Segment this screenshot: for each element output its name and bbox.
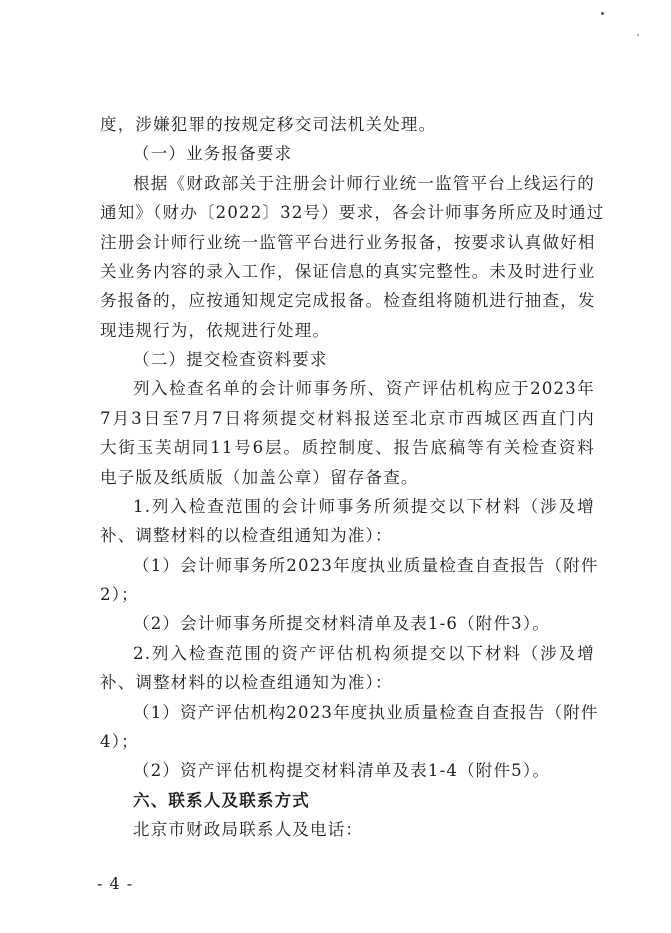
text-line-8: 现违规行为，依规进行处理。	[100, 320, 331, 340]
scan-speck	[601, 12, 604, 15]
text-line-17: 2）；	[100, 585, 139, 604]
text-line-4: 通知》（财办〔2022〕32号）要求，各会计师事务所应及时通过	[100, 203, 605, 223]
text-line-1: 度，涉嫌犯罪的按规定移交司法机关处理。	[100, 115, 437, 134]
page-number: - 4 -	[97, 874, 134, 893]
text-line-16: （1）会计师事务所2023年度执业质量检查自查报告（附件	[133, 555, 599, 575]
section-heading-contacts: 六、联系人及联系方式	[133, 790, 310, 810]
text-line-14: 1.列入检查范围的会计师事务所须提交以下材料（涉及增	[133, 496, 595, 516]
scan-speck	[637, 34, 639, 36]
subheading-submit-materials: （二）提交检查资料要求	[133, 350, 328, 369]
text-line-5: 注册会计师行业统一监管平台进行业务报备，按要求认真做好相	[100, 232, 596, 252]
text-line-19: 2.列入检查范围的资产评估机构须提交以下材料（涉及增	[133, 643, 595, 663]
text-line-21: （1）资产评估机构2023年度执业质量检查自查报告（附件	[133, 702, 599, 722]
text-line-15: 补、调整材料的以检查组通知为准）：	[100, 526, 393, 546]
text-line-20: 补、调整材料的以检查组通知为准）：	[100, 673, 393, 693]
text-line-23: （2）资产评估机构提交材料清单及表1-4（附件5）。	[133, 761, 551, 781]
text-line-22: 4）；	[100, 731, 139, 751]
text-line-11: 7月3日至7月7日将须提交材料报送至北京市西城区西直门内	[100, 408, 595, 428]
text-line-13: 电子版及纸质版（加盖公章）留存备查。	[100, 467, 419, 487]
text-line-18: （2）会计师事务所提交材料清单及表1-6（附件3）。	[133, 614, 551, 634]
text-line-12: 大街玉芙胡同11号6层。质控制度、报告底稿等有关检查资料	[100, 438, 595, 458]
text-line-7: 务报备的，应按通知规定完成报备。检查组将随机进行抽查，发	[100, 291, 596, 311]
text-line-6: 关业务内容的录入工作，保证信息的真实完整性。未及时进行业	[100, 261, 596, 281]
text-line-10: 列入检查名单的会计师事务所、资产评估机构应于2023年	[133, 379, 595, 399]
text-line-3: 根据《财政部关于注册会计师行业统一监管平台上线运行的	[133, 173, 595, 193]
subheading-business-filing: （一）业务报备要求	[133, 144, 293, 164]
text-line-25: 北京市财政局联系人及电话：	[133, 820, 364, 839]
